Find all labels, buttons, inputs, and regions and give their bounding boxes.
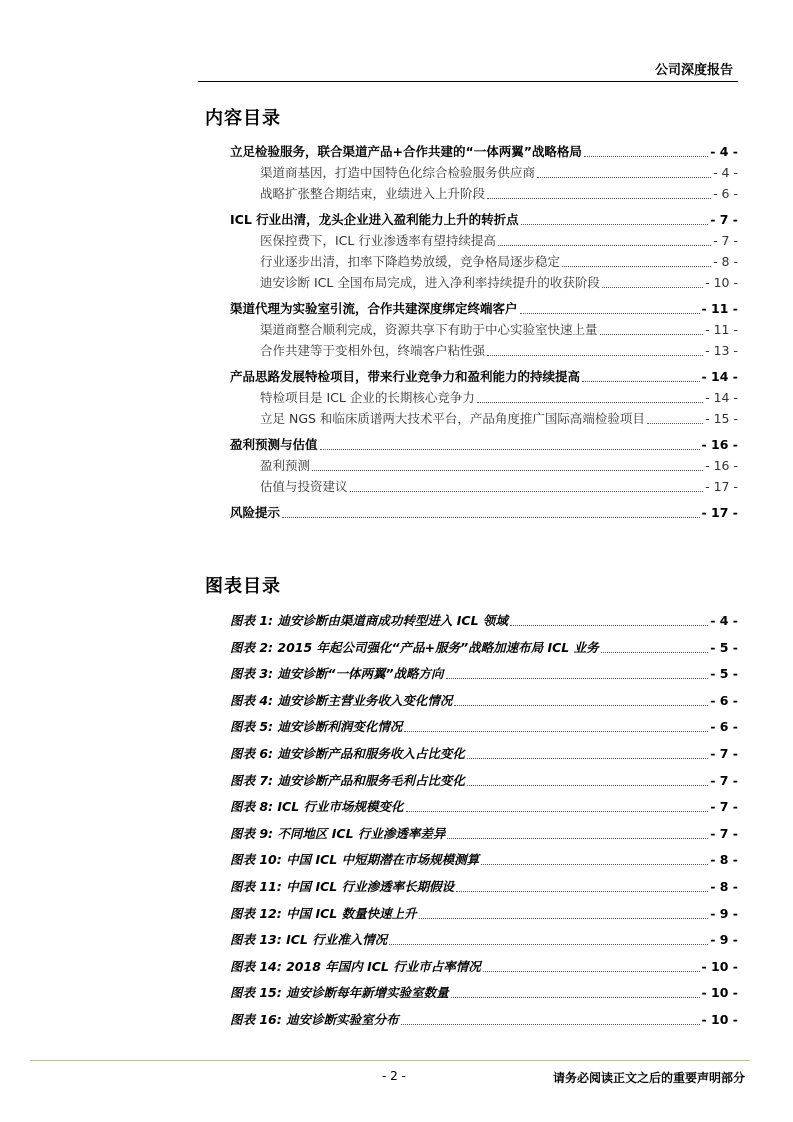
- toc-entry-title: 特检项目是 ICL 企业的长期核心竞争力: [260, 390, 475, 405]
- toc-entry-title: 立足 NGS 和临床质谱两大技术平台，产品角度推广国际高端检验项目: [260, 411, 645, 426]
- dot-leader: [404, 731, 708, 732]
- figure-entry[interactable]: [230, 981, 738, 1001]
- toc-entry[interactable]: [230, 140, 738, 160]
- disclaimer-note: 请务必阅读正文之后的重要声明部分: [552, 1071, 745, 1085]
- dot-leader: [584, 156, 708, 157]
- figure-entry[interactable]: [230, 928, 738, 948]
- dot-leader: [406, 811, 709, 812]
- dot-leader: [498, 245, 711, 246]
- figure-entry-page: - 5 -: [710, 666, 738, 681]
- dot-leader: [510, 625, 708, 626]
- toc-entry[interactable]: [260, 271, 738, 291]
- dot-leader: [481, 864, 708, 865]
- toc-entry-page: - 14 -: [705, 390, 738, 405]
- dot-leader: [537, 177, 711, 178]
- dot-leader: [454, 705, 708, 706]
- toc-entry-page: - 6 -: [713, 186, 738, 201]
- toc-entry[interactable]: [260, 161, 738, 181]
- dot-leader: [320, 449, 700, 450]
- toc-entry-page: - 11 -: [705, 322, 738, 337]
- toc-entry[interactable]: [230, 433, 738, 453]
- dot-leader: [467, 785, 708, 786]
- dot-leader: [350, 491, 704, 492]
- toc-entry-title: 医保控费下，ICL 行业渗透率有望持续提高: [260, 233, 496, 248]
- dot-leader: [451, 997, 700, 998]
- figure-entry-page: - 9 -: [710, 932, 738, 947]
- toc-entry[interactable]: [260, 475, 738, 495]
- figure-entry-title: 图表 3: 迪安诊断“一体两翼”战略方向: [230, 666, 444, 681]
- figure-entry-page: - 10 -: [701, 959, 738, 974]
- dot-leader: [467, 758, 708, 759]
- toc-entry-page: - 16 -: [705, 458, 738, 473]
- header-divider: [198, 81, 738, 82]
- figure-entry[interactable]: [230, 875, 738, 895]
- figure-entry-title: 图表 15: 迪安诊断每年新增实验室数量: [230, 985, 449, 1000]
- toc-entry-page: - 15 -: [705, 411, 738, 426]
- dot-leader: [521, 224, 709, 225]
- figure-entry[interactable]: [230, 955, 738, 975]
- figure-entry[interactable]: [230, 769, 738, 789]
- dot-leader: [601, 652, 709, 653]
- toc-entry[interactable]: [230, 501, 738, 521]
- toc-entry-page: - 17 -: [705, 479, 738, 494]
- figure-entry[interactable]: [230, 822, 738, 842]
- toc-entry-page: - 11 -: [701, 301, 738, 316]
- dot-leader: [602, 287, 703, 288]
- figure-entry-page: - 9 -: [710, 906, 738, 921]
- toc-entry-title: 合作共建等于变相外包，终端客户粘性强: [260, 343, 486, 358]
- figure-entry-title: 图表 9: 不同地区 ICL 行业渗透率差异: [230, 826, 446, 841]
- figure-entry-title: 图表 13: ICL 行业准入情况: [230, 932, 388, 947]
- dot-leader: [312, 470, 703, 471]
- figure-entry[interactable]: [230, 662, 738, 682]
- toc-entry-title: 渠道商基因，打造中国特色化综合检验服务供应商: [260, 165, 536, 180]
- figure-entry-title: 图表 11: 中国 ICL 行业渗透率长期假设: [230, 879, 455, 894]
- figure-entry-title: 图表 12: 中国 ICL 数量快速上升: [230, 906, 417, 921]
- toc-entry-page: - 16 -: [701, 437, 738, 452]
- dot-leader: [582, 381, 700, 382]
- dot-leader: [282, 517, 700, 518]
- dot-leader: [389, 944, 708, 945]
- figure-entry-title: 图表 16: 迪安诊断实验室分布: [230, 1012, 399, 1027]
- toc-entry-title: ICL 行业出清，龙头企业进入盈利能力上升的转折点: [230, 212, 519, 227]
- figure-entry[interactable]: [230, 902, 738, 922]
- figure-entry-title: 图表 2: 2015 年起公司强化“产品+服务”战略加速布局 ICL 业务: [230, 640, 599, 655]
- figure-entry-title: 图表 5: 迪安诊断利润变化情况: [230, 719, 403, 734]
- toc-entry-page: - 7 -: [710, 212, 738, 227]
- dot-leader: [520, 313, 700, 314]
- toc-entry-page: - 17 -: [701, 505, 738, 520]
- toc-entry-title: 盈利预测: [260, 458, 311, 473]
- report-type-label: 公司深度报告: [654, 63, 733, 78]
- toc-entry-page: - 14 -: [701, 369, 738, 384]
- footer-divider: [30, 1060, 750, 1061]
- toc-entry-title: 渠道代理为实验室引流，合作共建深度绑定终端客户: [230, 301, 518, 316]
- figure-entry-page: - 4 -: [710, 613, 738, 628]
- toc-entry[interactable]: [260, 454, 738, 474]
- dot-leader: [446, 678, 709, 679]
- dot-leader: [477, 402, 703, 403]
- toc-entry-title: 产品思路发展特检项目，带来行业竞争力和盈利能力的持续提高: [230, 369, 581, 384]
- toc-entry[interactable]: [230, 208, 738, 228]
- toc-entry-title: 迪安诊断 ICL 全国布局完成，进入净利率持续提升的收获阶段: [260, 275, 600, 290]
- figure-entry-page: - 10 -: [701, 1012, 738, 1027]
- toc-entry[interactable]: [260, 407, 738, 427]
- page-number: - 2 -: [382, 1069, 406, 1083]
- toc-entry[interactable]: [260, 229, 738, 249]
- toc-entry-title: 战略扩张整合期结束，业绩进入上升阶段: [260, 186, 486, 201]
- figure-entry-title: 图表 14: 2018 年国内 ICL 行业市占率情况: [230, 959, 481, 974]
- toc-entry[interactable]: [230, 297, 738, 317]
- figure-entry-title: 图表 8: ICL 行业市场规模变化: [230, 799, 404, 814]
- toc-entry-title: 立足检验服务，联合渠道产品+合作共建的“一体两翼”战略格局: [230, 144, 582, 159]
- toc-entry-page: - 10 -: [705, 275, 738, 290]
- dot-leader: [600, 334, 704, 335]
- toc-entry[interactable]: [260, 386, 738, 406]
- figure-entry-page: - 8 -: [710, 879, 738, 894]
- figure-entry[interactable]: [230, 795, 738, 815]
- dot-leader: [487, 355, 703, 356]
- dot-leader: [456, 891, 708, 892]
- dot-leader: [419, 918, 709, 919]
- figure-entry-page: - 7 -: [710, 826, 738, 841]
- dot-leader: [483, 971, 700, 972]
- figure-entry-page: - 10 -: [701, 985, 738, 1000]
- dot-leader: [647, 423, 703, 424]
- figure-entry-title: 图表 7: 迪安诊断产品和服务毛利占比变化: [230, 773, 465, 788]
- figure-entry-title: 图表 1: 迪安诊断由渠道商成功转型进入 ICL 领域: [230, 613, 508, 628]
- dot-leader: [562, 266, 711, 267]
- figure-entry-title: 图表 10: 中国 ICL 中短期潜在市场规模测算: [230, 852, 480, 867]
- figure-entry-page: - 7 -: [710, 773, 738, 788]
- figure-entry-page: - 6 -: [710, 719, 738, 734]
- toc-title: 内容目录: [205, 108, 281, 129]
- toc-entry-title: 风险提示: [230, 505, 281, 520]
- toc-entry-title: 行业逐步出清，扣率下降趋势放缓，竞争格局逐步稳定: [260, 254, 561, 269]
- toc-entry-page: - 4 -: [710, 144, 738, 159]
- figure-entry[interactable]: [230, 1008, 738, 1028]
- toc-entry-title: 盈利预测与估值: [230, 437, 318, 452]
- toc-entry-page: - 4 -: [713, 165, 738, 180]
- toc-entry[interactable]: [230, 365, 738, 385]
- toc-entry[interactable]: [260, 339, 738, 359]
- figure-entry[interactable]: [230, 609, 738, 629]
- toc-entry[interactable]: [260, 318, 738, 338]
- figure-entry-title: 图表 4: 迪安诊断主营业务收入变化情况: [230, 693, 453, 708]
- toc-entry-title: 估值与投资建议: [260, 479, 348, 494]
- toc-entry[interactable]: [260, 250, 738, 270]
- figure-entry-page: - 8 -: [710, 852, 738, 867]
- dot-leader: [447, 838, 708, 839]
- toc-entry-page: - 7 -: [713, 233, 738, 248]
- figure-entry[interactable]: [230, 636, 738, 656]
- figure-entry[interactable]: [230, 689, 738, 709]
- figure-entry[interactable]: [230, 742, 738, 762]
- figure-entry[interactable]: [230, 848, 738, 868]
- toc-entry[interactable]: [260, 182, 738, 202]
- figure-entry-title: 图表 6: 迪安诊断产品和服务收入占比变化: [230, 746, 465, 761]
- figure-entry-page: - 6 -: [710, 693, 738, 708]
- figure-entry-page: - 7 -: [710, 746, 738, 761]
- figure-entry-page: - 5 -: [710, 640, 738, 655]
- toc-entry-page: - 13 -: [705, 343, 738, 358]
- figure-entry[interactable]: [230, 715, 738, 735]
- dot-leader: [401, 1024, 700, 1025]
- toc-entry-page: - 8 -: [713, 254, 738, 269]
- figure-entry-page: - 7 -: [710, 799, 738, 814]
- dot-leader: [487, 198, 711, 199]
- figures-title: 图表目录: [205, 576, 281, 597]
- toc-entry-title: 渠道商整合顺利完成，资源共享下有助于中心实验室快速上量: [260, 322, 598, 337]
